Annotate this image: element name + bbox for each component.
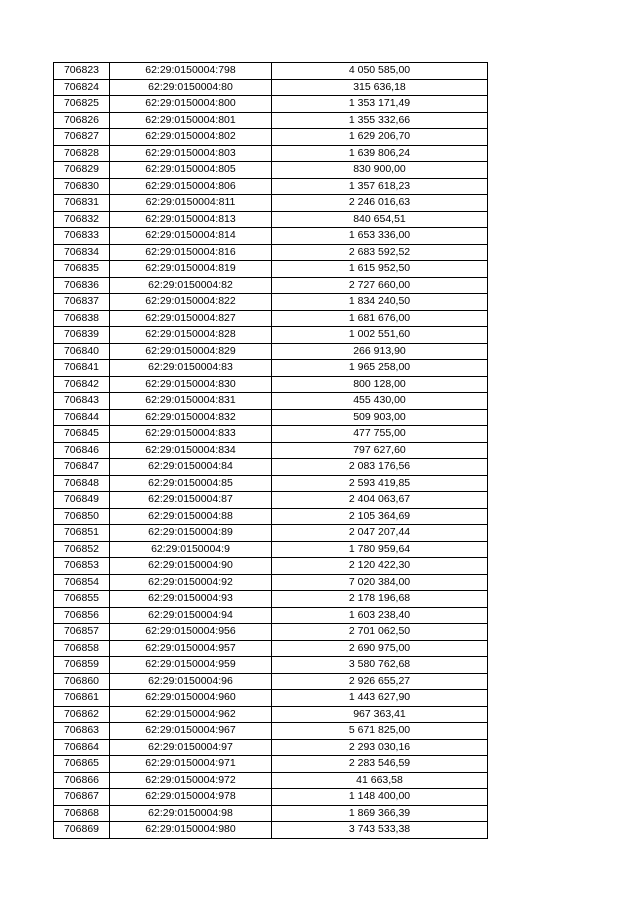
table-row	[54, 789, 488, 806]
cadastral-value-cell: 1 355 332,66	[272, 112, 488, 129]
cadastral-number-cell: 62:29:0150004:800	[110, 96, 272, 113]
row-number-cell: 706866	[54, 772, 110, 789]
row-number-cell: 706828	[54, 145, 110, 162]
table-row	[54, 442, 488, 459]
cadastral-number-cell: 62:29:0150004:831	[110, 393, 272, 410]
cadastral-value-cell: 1 148 400,00	[272, 789, 488, 806]
cadastral-value-cell: 1 603 238,40	[272, 607, 488, 624]
cadastral-number-cell: 62:29:0150004:85	[110, 475, 272, 492]
table-row	[54, 574, 488, 591]
row-number-cell: 706868	[54, 805, 110, 822]
row-number-cell: 706853	[54, 558, 110, 575]
cadastral-value-cell: 4 050 585,00	[272, 63, 488, 80]
table-row	[54, 409, 488, 426]
table-row	[54, 162, 488, 179]
cadastral-value-cell: 1 869 366,39	[272, 805, 488, 822]
table-row	[54, 591, 488, 608]
row-number-cell: 706826	[54, 112, 110, 129]
cadastral-value-cell: 1 681 676,00	[272, 310, 488, 327]
table-row	[54, 690, 488, 707]
table-row	[54, 459, 488, 476]
cadastral-value-cell: 7 020 384,00	[272, 574, 488, 591]
row-number-cell: 706850	[54, 508, 110, 525]
cadastral-number-cell: 62:29:0150004:967	[110, 723, 272, 740]
row-number-cell: 706862	[54, 706, 110, 723]
row-number-cell: 706851	[54, 525, 110, 542]
cadastral-value-cell: 2 293 030,16	[272, 739, 488, 756]
cadastral-number-cell: 62:29:0150004:978	[110, 789, 272, 806]
row-number-cell: 706830	[54, 178, 110, 195]
cadastral-value-cell: 5 671 825,00	[272, 723, 488, 740]
table-row	[54, 426, 488, 443]
row-number-cell: 706863	[54, 723, 110, 740]
row-number-cell: 706849	[54, 492, 110, 509]
table-row	[54, 723, 488, 740]
cadastral-value-cell: 830 900,00	[272, 162, 488, 179]
row-number-cell: 706844	[54, 409, 110, 426]
row-number-cell: 706827	[54, 129, 110, 146]
cadastral-value-cell: 315 636,18	[272, 79, 488, 96]
cadastral-value-cell: 2 246 016,63	[272, 195, 488, 212]
row-number-cell: 706858	[54, 640, 110, 657]
table-row	[54, 558, 488, 575]
table-row	[54, 657, 488, 674]
cadastral-value-cell: 2 593 419,85	[272, 475, 488, 492]
cadastral-number-cell: 62:29:0150004:972	[110, 772, 272, 789]
table-row	[54, 244, 488, 261]
cadastral-value-cell: 2 047 207,44	[272, 525, 488, 542]
cadastral-value-cell: 3 580 762,68	[272, 657, 488, 674]
table-row	[54, 63, 488, 80]
table-row	[54, 195, 488, 212]
row-number-cell: 706867	[54, 789, 110, 806]
row-number-cell: 706837	[54, 294, 110, 311]
row-number-cell: 706846	[54, 442, 110, 459]
table-row	[54, 492, 488, 509]
table-row	[54, 525, 488, 542]
row-number-cell: 706843	[54, 393, 110, 410]
row-number-cell: 706864	[54, 739, 110, 756]
table-row	[54, 360, 488, 377]
cadastral-number-cell: 62:29:0150004:801	[110, 112, 272, 129]
cadastral-number-cell: 62:29:0150004:814	[110, 228, 272, 245]
cadastral-number-cell: 62:29:0150004:82	[110, 277, 272, 294]
table-row	[54, 129, 488, 146]
cadastral-number-cell: 62:29:0150004:98	[110, 805, 272, 822]
cadastral-number-cell: 62:29:0150004:88	[110, 508, 272, 525]
cadastral-number-cell: 62:29:0150004:83	[110, 360, 272, 377]
cadastral-number-cell: 62:29:0150004:9	[110, 541, 272, 558]
cadastral-value-cell: 2 105 364,69	[272, 508, 488, 525]
row-number-cell: 706832	[54, 211, 110, 228]
row-number-cell: 706836	[54, 277, 110, 294]
row-number-cell: 706848	[54, 475, 110, 492]
cadastral-number-cell: 62:29:0150004:833	[110, 426, 272, 443]
cadastral-number-cell: 62:29:0150004:971	[110, 756, 272, 773]
cadastral-number-cell: 62:29:0150004:90	[110, 558, 272, 575]
cadastral-value-cell: 509 903,00	[272, 409, 488, 426]
table-row	[54, 607, 488, 624]
row-number-cell: 706838	[54, 310, 110, 327]
row-number-cell: 706842	[54, 376, 110, 393]
row-number-cell: 706865	[54, 756, 110, 773]
table-row	[54, 327, 488, 344]
table-row	[54, 96, 488, 113]
cadastral-number-cell: 62:29:0150004:957	[110, 640, 272, 657]
row-number-cell: 706847	[54, 459, 110, 476]
row-number-cell: 706829	[54, 162, 110, 179]
table-row	[54, 178, 488, 195]
cadastral-value-cell: 1 357 618,23	[272, 178, 488, 195]
cadastral-value-cell: 1 443 627,90	[272, 690, 488, 707]
cadastral-number-cell: 62:29:0150004:806	[110, 178, 272, 195]
row-number-cell: 706839	[54, 327, 110, 344]
cadastral-number-cell: 62:29:0150004:816	[110, 244, 272, 261]
cadastral-value-cell: 2 926 655,27	[272, 673, 488, 690]
row-number-cell: 706869	[54, 822, 110, 839]
row-number-cell: 706833	[54, 228, 110, 245]
table-row	[54, 228, 488, 245]
cadastral-number-cell: 62:29:0150004:959	[110, 657, 272, 674]
table-row	[54, 673, 488, 690]
row-number-cell: 706834	[54, 244, 110, 261]
cadastral-value-cell: 2 120 422,30	[272, 558, 488, 575]
row-number-cell: 706860	[54, 673, 110, 690]
cadastral-number-cell: 62:29:0150004:834	[110, 442, 272, 459]
cadastral-number-cell: 62:29:0150004:811	[110, 195, 272, 212]
table-row	[54, 79, 488, 96]
cadastral-value-cell: 266 913,90	[272, 343, 488, 360]
row-number-cell: 706823	[54, 63, 110, 80]
cadastral-value-cell: 3 743 533,38	[272, 822, 488, 839]
row-number-cell: 706845	[54, 426, 110, 443]
table-row	[54, 640, 488, 657]
cadastral-value-cell: 1 653 336,00	[272, 228, 488, 245]
cadastral-value-table	[53, 62, 488, 839]
cadastral-number-cell: 62:29:0150004:830	[110, 376, 272, 393]
cadastral-value-cell: 2 083 176,56	[272, 459, 488, 476]
cadastral-value-cell: 2 727 660,00	[272, 277, 488, 294]
cadastral-number-cell: 62:29:0150004:89	[110, 525, 272, 542]
row-number-cell: 706824	[54, 79, 110, 96]
cadastral-number-cell: 62:29:0150004:827	[110, 310, 272, 327]
cadastral-value-cell: 1 965 258,00	[272, 360, 488, 377]
cadastral-number-cell: 62:29:0150004:798	[110, 63, 272, 80]
table-row	[54, 294, 488, 311]
cadastral-value-cell: 1 353 171,49	[272, 96, 488, 113]
row-number-cell: 706857	[54, 624, 110, 641]
table-row	[54, 508, 488, 525]
table-row	[54, 475, 488, 492]
table-row	[54, 805, 488, 822]
cadastral-value-cell: 2 283 546,59	[272, 756, 488, 773]
table-row	[54, 310, 488, 327]
cadastral-value-cell: 477 755,00	[272, 426, 488, 443]
cadastral-number-cell: 62:29:0150004:802	[110, 129, 272, 146]
table-row	[54, 393, 488, 410]
cadastral-value-cell: 2 701 062,50	[272, 624, 488, 641]
cadastral-value-cell: 1 639 806,24	[272, 145, 488, 162]
cadastral-number-cell: 62:29:0150004:96	[110, 673, 272, 690]
cadastral-number-cell: 62:29:0150004:84	[110, 459, 272, 476]
cadastral-value-cell: 2 683 592,52	[272, 244, 488, 261]
cadastral-number-cell: 62:29:0150004:956	[110, 624, 272, 641]
row-number-cell: 706852	[54, 541, 110, 558]
table-row	[54, 112, 488, 129]
table-row	[54, 261, 488, 278]
cadastral-value-cell: 1 834 240,50	[272, 294, 488, 311]
cadastral-number-cell: 62:29:0150004:832	[110, 409, 272, 426]
table-row	[54, 343, 488, 360]
cadastral-number-cell: 62:29:0150004:92	[110, 574, 272, 591]
table-body	[54, 63, 488, 839]
cadastral-number-cell: 62:29:0150004:97	[110, 739, 272, 756]
cadastral-number-cell: 62:29:0150004:94	[110, 607, 272, 624]
table-row	[54, 756, 488, 773]
cadastral-number-cell: 62:29:0150004:93	[110, 591, 272, 608]
table-row	[54, 822, 488, 839]
cadastral-value-cell: 1 629 206,70	[272, 129, 488, 146]
cadastral-number-cell: 62:29:0150004:87	[110, 492, 272, 509]
cadastral-number-cell: 62:29:0150004:960	[110, 690, 272, 707]
cadastral-value-cell: 2 404 063,67	[272, 492, 488, 509]
cadastral-number-cell: 62:29:0150004:805	[110, 162, 272, 179]
row-number-cell: 706855	[54, 591, 110, 608]
cadastral-value-cell: 1 780 959,64	[272, 541, 488, 558]
cadastral-number-cell: 62:29:0150004:819	[110, 261, 272, 278]
cadastral-value-cell: 800 128,00	[272, 376, 488, 393]
cadastral-number-cell: 62:29:0150004:980	[110, 822, 272, 839]
row-number-cell: 706835	[54, 261, 110, 278]
cadastral-value-cell: 1 002 551,60	[272, 327, 488, 344]
row-number-cell: 706856	[54, 607, 110, 624]
cadastral-value-cell: 1 615 952,50	[272, 261, 488, 278]
row-number-cell: 706841	[54, 360, 110, 377]
cadastral-number-cell: 62:29:0150004:813	[110, 211, 272, 228]
cadastral-value-cell: 455 430,00	[272, 393, 488, 410]
cadastral-value-cell: 797 627,60	[272, 442, 488, 459]
cadastral-number-cell: 62:29:0150004:803	[110, 145, 272, 162]
cadastral-number-cell: 62:29:0150004:962	[110, 706, 272, 723]
cadastral-number-cell: 62:29:0150004:822	[110, 294, 272, 311]
table-row	[54, 739, 488, 756]
table-row	[54, 145, 488, 162]
table-row	[54, 211, 488, 228]
row-number-cell: 706840	[54, 343, 110, 360]
table-row	[54, 624, 488, 641]
row-number-cell: 706825	[54, 96, 110, 113]
cadastral-value-cell: 967 363,41	[272, 706, 488, 723]
cadastral-number-cell: 62:29:0150004:80	[110, 79, 272, 96]
cadastral-value-cell: 41 663,58	[272, 772, 488, 789]
cadastral-number-cell: 62:29:0150004:829	[110, 343, 272, 360]
table-row	[54, 376, 488, 393]
row-number-cell: 706831	[54, 195, 110, 212]
table-row	[54, 277, 488, 294]
cadastral-value-cell: 840 654,51	[272, 211, 488, 228]
table-row	[54, 706, 488, 723]
row-number-cell: 706861	[54, 690, 110, 707]
cadastral-value-cell: 2 690 975,00	[272, 640, 488, 657]
cadastral-number-cell: 62:29:0150004:828	[110, 327, 272, 344]
table-row	[54, 541, 488, 558]
cadastral-value-cell: 2 178 196,68	[272, 591, 488, 608]
row-number-cell: 706854	[54, 574, 110, 591]
row-number-cell: 706859	[54, 657, 110, 674]
table-row	[54, 772, 488, 789]
